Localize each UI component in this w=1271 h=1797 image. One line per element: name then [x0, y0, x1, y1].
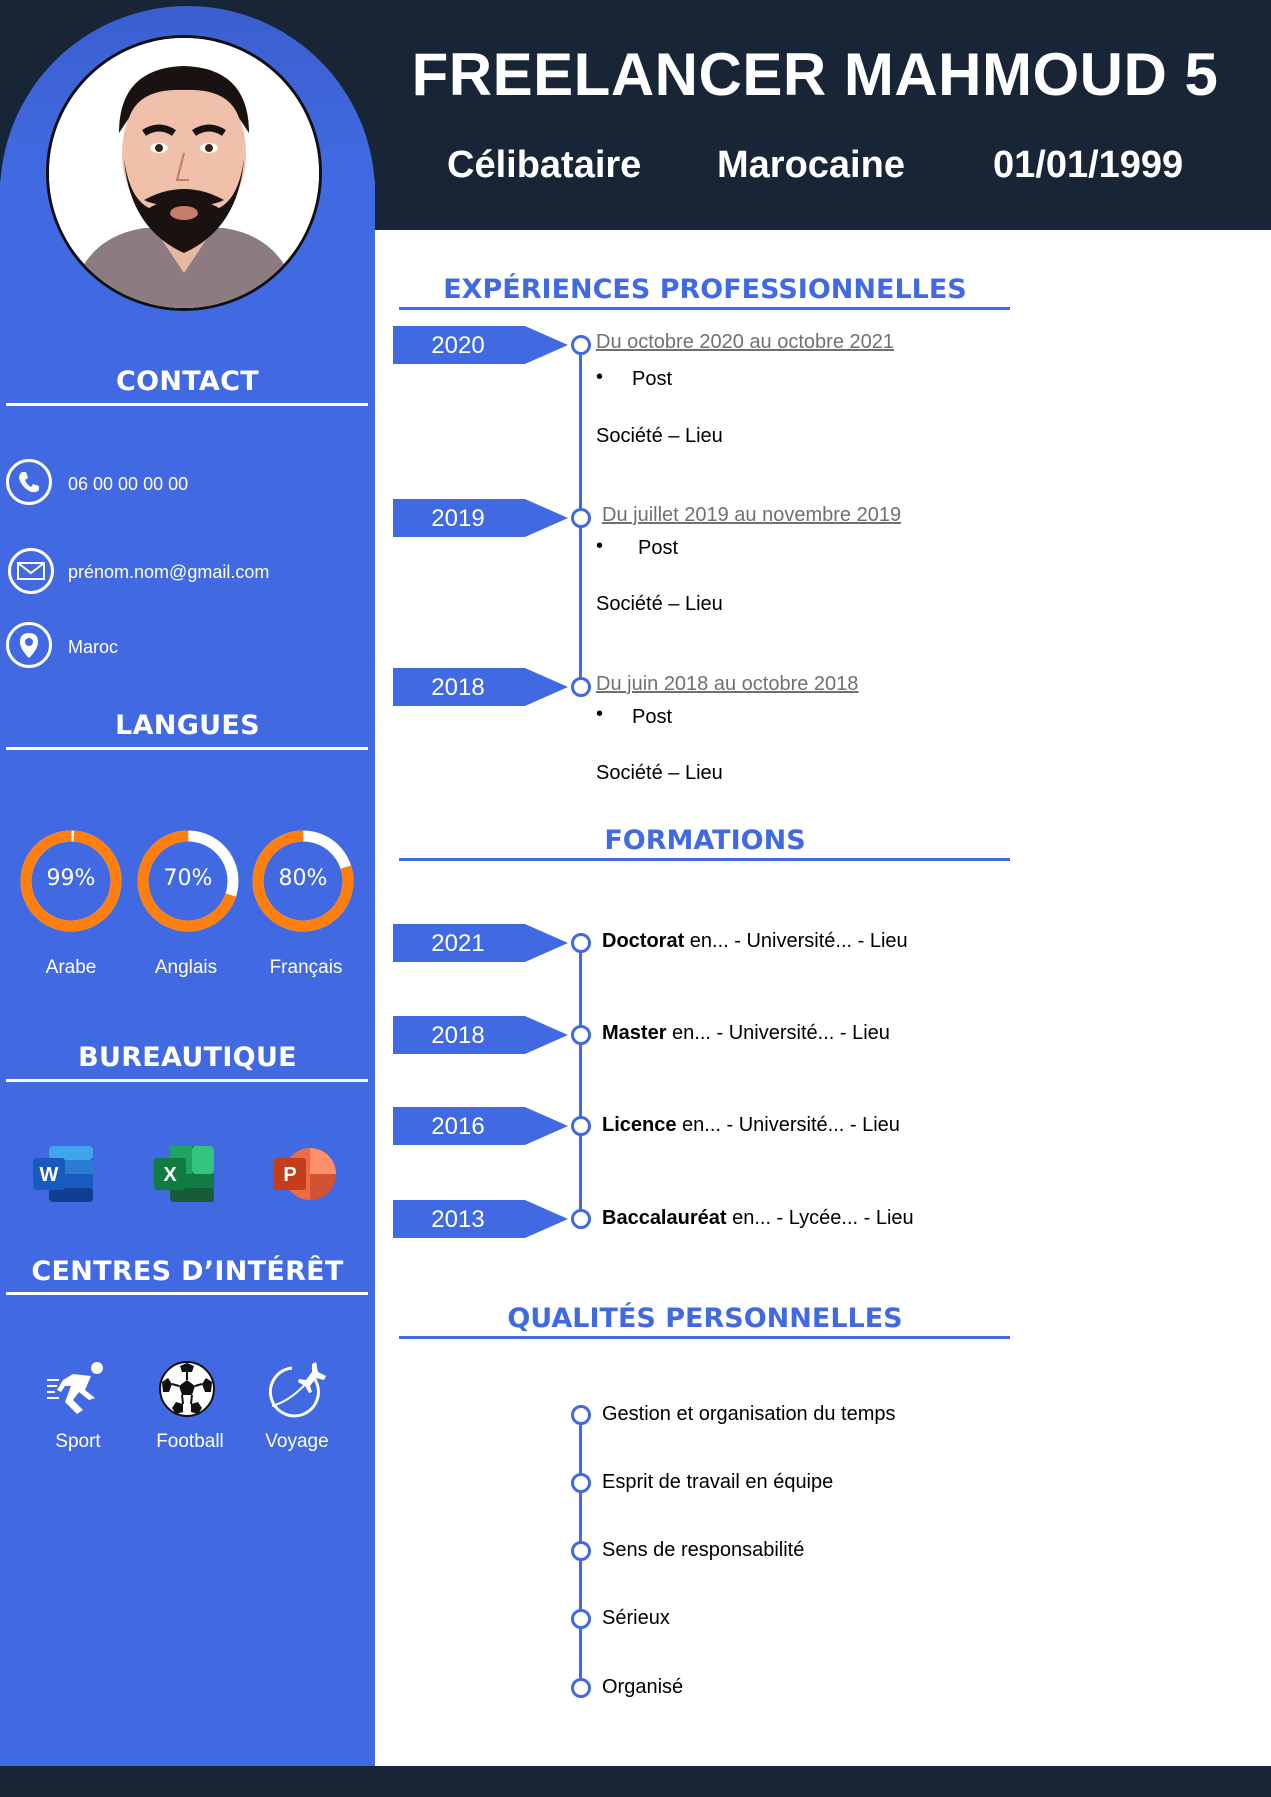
education-divider	[399, 858, 1010, 861]
language-ring-arabe	[18, 828, 124, 934]
location-pin-icon	[6, 622, 52, 668]
contact-phone[interactable]: 06 00 00 00 00	[68, 474, 189, 494]
bullet: •	[596, 703, 604, 725]
powerpoint-letter: P	[283, 1164, 297, 1186]
timeline-node	[571, 1405, 591, 1425]
year-tag	[393, 1016, 568, 1054]
year-tag	[393, 499, 568, 537]
experience-company: Société – Lieu	[596, 425, 723, 447]
language-percent: 99%	[46, 866, 96, 891]
word-letter: W	[39, 1164, 59, 1186]
marital-status: Célibataire	[447, 144, 642, 186]
language-percent: 70%	[163, 866, 213, 891]
quality-item: Sérieux	[602, 1607, 670, 1629]
degree: Licence	[602, 1114, 677, 1136]
year-tag	[393, 1107, 568, 1145]
bullet: •	[596, 535, 604, 557]
birthdate: 01/01/1999	[993, 144, 1184, 186]
interests-title: CENTRES D’INTÉRÊT	[31, 1256, 344, 1287]
degree-details: en... - Université... - Lieu	[684, 930, 908, 952]
quality-item: Gestion et organisation du temps	[602, 1403, 896, 1425]
year-label: 2013	[431, 1206, 485, 1233]
timeline-node	[571, 1209, 591, 1229]
language-label: Arabe	[45, 957, 97, 978]
degree-details: en... - Université... - Lieu	[666, 1022, 890, 1044]
contact-email[interactable]: prénom.nom@gmail.com	[68, 562, 270, 582]
quality-item: Organisé	[602, 1676, 684, 1698]
year-label: 2021	[431, 930, 485, 957]
year-label: 2018	[431, 674, 485, 701]
language-ring-francais	[250, 828, 356, 934]
mail-icon	[8, 548, 54, 594]
year-label: 2020	[431, 332, 485, 359]
degree: Baccalauréat	[602, 1207, 727, 1229]
airplane-globe-icon	[264, 1360, 330, 1420]
languages-title: LANGUES	[115, 710, 260, 741]
year-tag	[393, 1200, 568, 1238]
year-label: 2016	[431, 1113, 485, 1140]
language-ring-anglais	[135, 828, 241, 934]
experience-dates[interactable]: Du juin 2018 au octobre 2018	[596, 673, 859, 695]
degree: Doctorat	[602, 930, 685, 952]
experience-post: Post	[632, 706, 673, 728]
excel-icon	[154, 1144, 216, 1204]
runner-icon	[45, 1360, 109, 1420]
experience-dates[interactable]: Du octobre 2020 au octobre 2021	[596, 331, 894, 353]
full-name: FREELANCER MAHMOUD 5	[411, 41, 1219, 108]
experience-company: Société – Lieu	[596, 593, 723, 615]
profile-avatar	[46, 35, 322, 311]
office-divider	[6, 1079, 368, 1082]
timeline-node	[571, 1678, 591, 1698]
timeline-node	[571, 677, 591, 697]
education-entry	[602, 930, 908, 953]
timeline-node	[571, 508, 591, 528]
timeline-node	[571, 933, 591, 953]
timeline-node	[571, 1473, 591, 1493]
education-title: FORMATIONS	[604, 825, 806, 856]
powerpoint-icon	[274, 1144, 336, 1204]
language-percent: 80%	[278, 866, 328, 891]
year-tag	[393, 924, 568, 962]
degree-details: en... - Lycée... - Lieu	[726, 1207, 914, 1229]
contact-location: Maroc	[68, 637, 119, 657]
education-timeline	[579, 940, 582, 1220]
experience-dates[interactable]: Du juillet 2019 au novembre 2019	[602, 504, 902, 526]
interests-divider	[6, 1292, 368, 1295]
education-entry	[602, 1207, 914, 1230]
language-label: Français	[269, 957, 343, 978]
qualities-title: QUALITÉS PERSONNELLES	[507, 1303, 903, 1334]
timeline-node	[571, 335, 591, 355]
nationality: Marocaine	[717, 144, 905, 186]
year-label: 2018	[431, 1022, 485, 1049]
experience-company: Société – Lieu	[596, 762, 723, 784]
interest-label: Sport	[55, 1431, 101, 1452]
bullet: •	[596, 366, 604, 388]
experience-post: Post	[638, 537, 679, 559]
education-entry	[602, 1022, 890, 1045]
education-entry	[602, 1114, 900, 1137]
experience-post: Post	[632, 368, 673, 390]
office-title: BUREAUTIQUE	[78, 1042, 297, 1073]
contact-title: CONTACT	[116, 366, 259, 397]
degree-details: en... - Université... - Lieu	[676, 1114, 900, 1136]
timeline-node	[571, 1025, 591, 1045]
interest-label: Voyage	[265, 1431, 329, 1452]
degree: Master	[602, 1022, 667, 1044]
experience-title: EXPÉRIENCES PROFESSIONNELLES	[443, 274, 967, 305]
year-tag	[393, 326, 568, 364]
phone-icon	[6, 459, 52, 505]
quality-item: Sens de responsabilité	[602, 1539, 805, 1561]
word-icon	[33, 1144, 95, 1204]
qualities-divider	[399, 1336, 1010, 1339]
interest-label: Football	[156, 1431, 224, 1452]
languages-divider	[6, 747, 368, 750]
footer-band	[0, 1766, 1271, 1797]
soccer-ball-icon	[158, 1360, 216, 1418]
contact-divider	[6, 403, 368, 406]
quality-item: Esprit de travail en équipe	[602, 1471, 834, 1493]
header	[375, 0, 1271, 230]
language-label: Anglais	[154, 957, 218, 978]
timeline-node	[571, 1609, 591, 1629]
timeline-node	[571, 1541, 591, 1561]
year-label: 2019	[431, 505, 485, 532]
year-tag	[393, 668, 568, 706]
excel-letter: X	[163, 1164, 177, 1186]
experience-divider	[399, 307, 1010, 310]
timeline-node	[571, 1116, 591, 1136]
